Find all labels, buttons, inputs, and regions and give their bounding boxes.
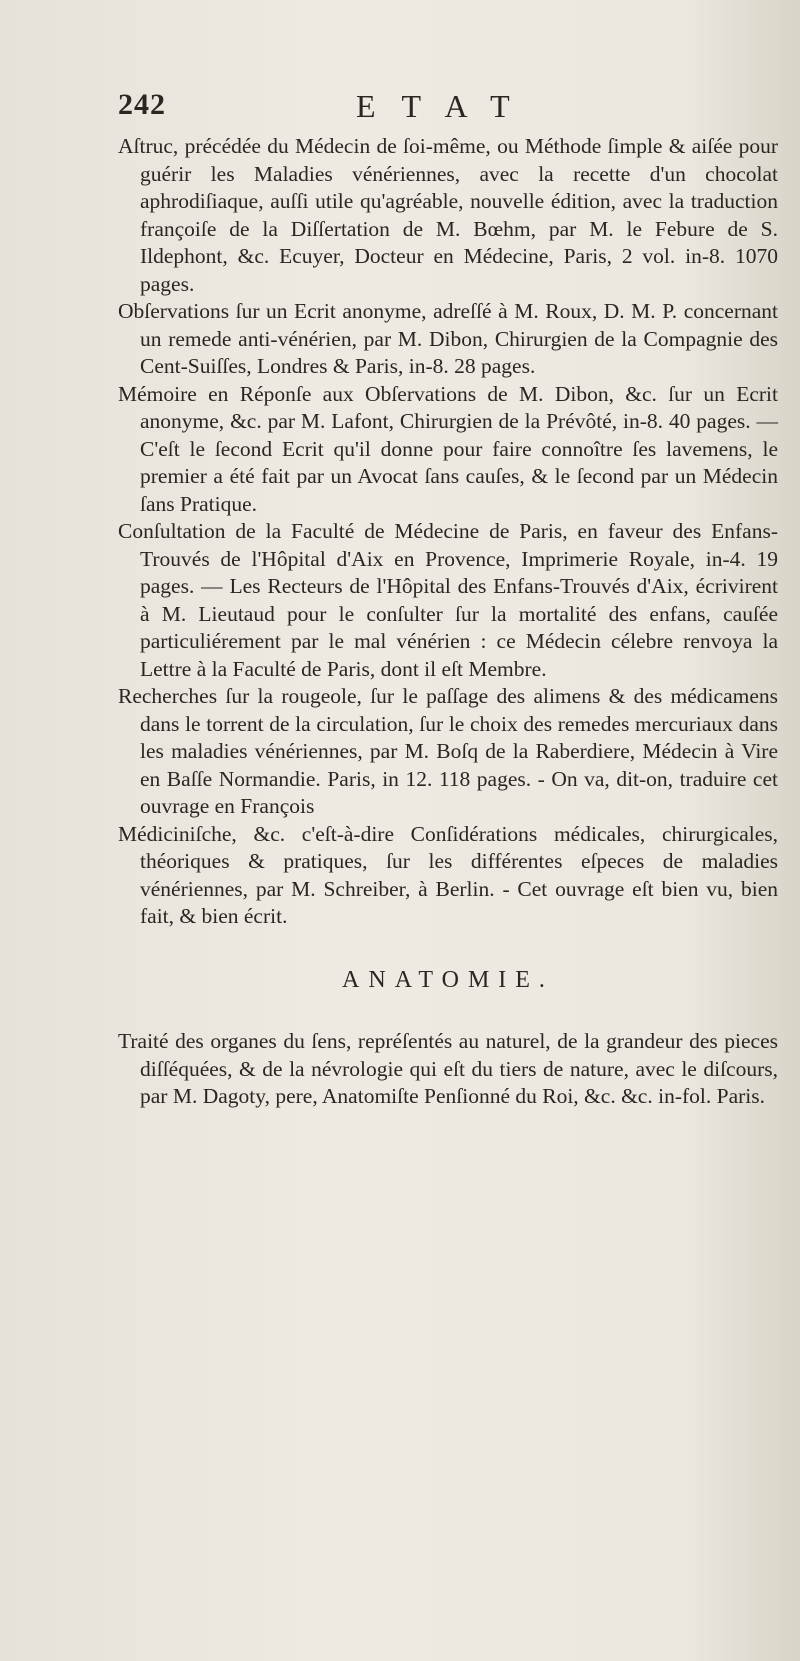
bibliography-entry: Recherches ſur la rougeole, ſur le paſſage des alimens & des médicamens dans le torrent de la circulation, ſur le choix des remedes mercuriaux dans les maladies vénériennes, par M. Boſq de la Raberdiere, Médecin à Vire en Baſſe Normandie. Paris, in 12. 118 pages. - On va, dit-on, traduire cet ouvrage en François	[118, 684, 778, 818]
bibliography-entry: Conſultation de la Faculté de Médecine de Paris, en faveur des Enfans-Trouvés de l'Hôpital d'Aix en Provence, Imprimerie Royale, in-4. 19 pages. — Les Recteurs de l'Hôpital des Enfans-Trouvés d'Aix, écrivirent à M. Lieutaud pour le conſulter ſur la mortalité des enfans, cauſée particuliérement par le mal vénérien : ce Médecin célebre renvoya la Lettre à la Faculté de Paris, dont il eſt Membre.	[118, 519, 778, 681]
running-head: ETAT	[356, 88, 536, 124]
bibliography-entry: Obſervations ſur un Ecrit anonyme, adreſſé à M. Roux, D. M. P. concernant un remede anti-vénérien, par M. Dibon, Chirurgien de la Compagnie des Cent-Suiſſes, Londres & Paris, in-8. 28 pages.	[118, 299, 778, 378]
bibliography-entry: Traité des organes du ſens, repréſentés au naturel, de la grandeur des pieces diſſéquées, & de la névrologie qui eſt du tiers de nature, avec le diſcours, par M. Dagoty, pere, Anatomiſte Penſionné du Roi, &c. &c. in-fol. Paris.	[118, 1029, 778, 1108]
bibliography-entry: Mémoire en Réponſe aux Obſervations de M. Dibon, &c. ſur un Ecrit anonyme, &c. par M. Lafont, Chirurgien de la Prévôté, in-8. 40 pages. — C'eſt le ſecond Ecrit qu'il donne pour faire connoître ſes lavemens, le premier a été fait par un Avocat ſans cauſes, & le ſecond par un Médecin ſans Pratique.	[118, 381, 778, 516]
bibliography-entry: Médiciniſche, &c. c'eſt-à-dire Conſidérations médicales, chirurgicales, théoriques & pratiques, ſur les différentes eſpeces de maladies vénériennes, par M. Schreiber, à Berlin. - Cet ouvrage eſt bien vu, bien fait, & bien écrit.	[118, 821, 778, 928]
section-heading: ANATOMIE.	[342, 966, 554, 993]
page-body	[118, 133, 778, 1111]
page-header	[118, 88, 740, 128]
bibliography-entry: Aſtruc, précédée du Médecin de ſoi-même, ou Méthode ſimple & aiſée pour guérir les Maladies vénériennes, avec la recette d'un chocolat aphrodiſiaque, auſſi utile qu'agréable, nouvelle édition, avec la traduction françoiſe de la Diſſertation de M. Bœhm, par M. le Febure de S. Ildephont, &c. Ecuyer, Docteur en Médecine, Paris, 2 vol. in-8. 1070 pages.	[118, 134, 778, 296]
page-number: 242	[118, 88, 166, 121]
